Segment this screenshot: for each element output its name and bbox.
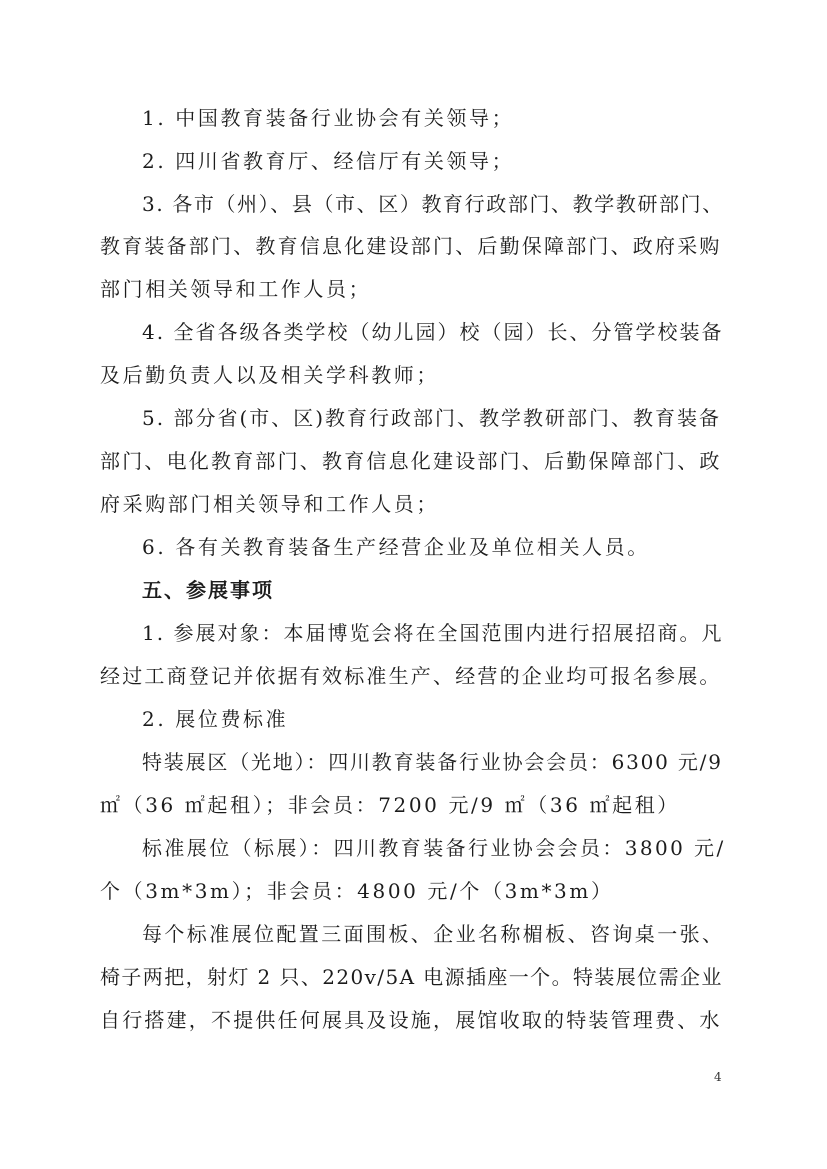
- list-item-2: 2. 四川省教育厅、经信厅有关领导；: [142, 149, 515, 173]
- list-item-5-cont-1: 部门、电化教育部门、教育信息化建设部门、后勤保障部门、政: [100, 449, 722, 473]
- fee-subheading: 2. 展位费标准: [142, 707, 289, 731]
- exhibitor-paragraph-cont: 经过工商登记并依据有效标准生产、经营的企业均可报名参展。: [100, 664, 722, 688]
- standard-booth-fee-cont: 个（3m*3m）；非会员：4800 元/个（3m*3m）: [100, 879, 614, 903]
- list-item-6: 6. 各有关教育装备生产经营企业及单位相关人员。: [142, 535, 650, 559]
- exhibitor-paragraph: 1. 参展对象：本届博览会将在全国范围内进行招展招商。凡: [142, 621, 724, 645]
- special-booth-fee: 特装展区（光地）：四川教育装备行业协会会员：6300 元/9: [142, 750, 723, 774]
- list-item-3: 3. 各市（州）、县（市、区）教育行政部门、教学教研部门、: [142, 192, 724, 216]
- list-item-4: 4. 全省各级各类学校（幼儿园）校（园）长、分管学校装备: [142, 320, 724, 344]
- list-item-3-cont-2: 部门相关领导和工作人员；: [100, 277, 372, 301]
- list-item-5: 5. 部分省(市、区)教育行政部门、教学教研部门、教育装备: [142, 406, 722, 430]
- standard-booth-fee: 标准展位（标展）：四川教育装备行业协会会员：3800 元/: [142, 836, 726, 860]
- booth-config-cont-2: 自行搭建，不提供任何展具及设施，展馆收取的特装管理费、水: [100, 1008, 722, 1032]
- list-item-3-cont-1: 教育装备部门、教育信息化建设部门、后勤保障部门、政府采购: [100, 234, 722, 258]
- booth-config-paragraph: 每个标准展位配置三面围板、企业名称楣板、咨询桌一张、: [142, 922, 725, 946]
- list-item-5-cont-2: 府采购部门相关领导和工作人员；: [100, 492, 439, 516]
- booth-config-cont-1: 椅子两把，射灯 2 只、220v/5A 电源插座一个。特装展位需企业: [100, 965, 723, 989]
- page-number: 4: [714, 1070, 722, 1084]
- special-booth-fee-cont: ㎡（36 ㎡起租）；非会员：7200 元/9 ㎡（36 ㎡起租）: [100, 793, 680, 817]
- section-heading: 五、参展事项: [142, 578, 274, 602]
- list-item-1: 1. 中国教育装备行业协会有关领导；: [142, 106, 515, 130]
- list-item-4-cont: 及后勤负责人以及相关学科教师；: [100, 363, 439, 387]
